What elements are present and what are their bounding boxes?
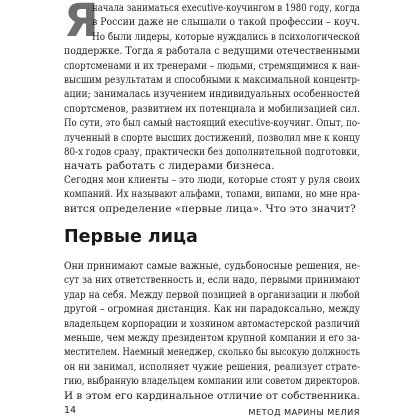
- text-line: начала заниматься executive-коучингом в 1980 году, когда: [92, 2, 360, 14]
- section-heading: Первые лица: [64, 227, 198, 247]
- text-line: владельцем корпорации и хозяином автомастерской различий: [64, 317, 361, 330]
- text-line: начать работать с лидерами бизнеса.: [64, 160, 275, 173]
- text-line: другой – огромная дистанция. Как ни парадоксально, между: [64, 303, 361, 316]
- page-number: 14: [64, 405, 77, 416]
- text-line: лученный в спорте высших достижений, позволил мне к концу: [64, 131, 361, 144]
- text-line: в России даже не слышали о такой профессии – коуч.: [92, 16, 360, 29]
- text-line: ации; занималась изучением индивидуальных особенностей: [64, 88, 360, 101]
- text-line: Но были лидеры, которые нуждались в психологической: [92, 30, 360, 43]
- drop-cap: Я: [64, 0, 99, 47]
- text-line: 80-х годов сразу, практически без дополнительной подготовки,: [64, 145, 361, 158]
- running-footer-title: МЕТОД МАРИНЫ МЕЛИЯ: [248, 407, 360, 417]
- book-page: [64, 0, 360, 420]
- paragraph-first-persons: [64, 259, 420, 403]
- text-line: гию, выбранную владельцем компании или советом директоров.: [64, 375, 361, 388]
- text-line: он ни занимал, исполняет чужие решения, реализует страте-: [64, 360, 360, 373]
- text-line: спортсменов, развитием их потенциала и мобилизацией сил.: [64, 102, 360, 115]
- text-line: меньше, чем между президентом крупной компании и его за-: [64, 331, 360, 344]
- paragraph-intro: [64, 1, 420, 174]
- text-line: Сегодня мои клиенты – это люди, которые стоят у руля своих: [64, 174, 361, 186]
- text-line: компаний. Их называют альфами, топами, випами, но мне нра-: [64, 188, 361, 201]
- text-line: спортсменами и их тренерами – людьми, стремящимися к наи-: [64, 59, 360, 72]
- text-line: Они принимают самые важные, судьбоносные решения, не-: [64, 260, 360, 272]
- text-line: По сути, это был самый настоящий executive-коучинг. Опыт, по-: [64, 117, 360, 130]
- text-line: вится определение «первые лица». Что это значит?: [64, 202, 356, 215]
- text-line: сут за них ответственность и, если надо, первыми принимают: [64, 274, 360, 287]
- text-line: высшим результатам и способными к максимальной концентр-: [64, 73, 360, 86]
- text-line: поддержке. Тогда я работала с ведущими отечественными: [64, 45, 361, 58]
- paragraph-clients: [64, 173, 420, 216]
- text-line: удар на себя. Между первой позицией в организации и любой: [64, 288, 361, 301]
- text-line: местителем. Наемный менеджер, сколько бы высокую должность: [64, 346, 361, 359]
- text-line: И в этом его кардинальное отличие от собственника.: [64, 389, 360, 402]
